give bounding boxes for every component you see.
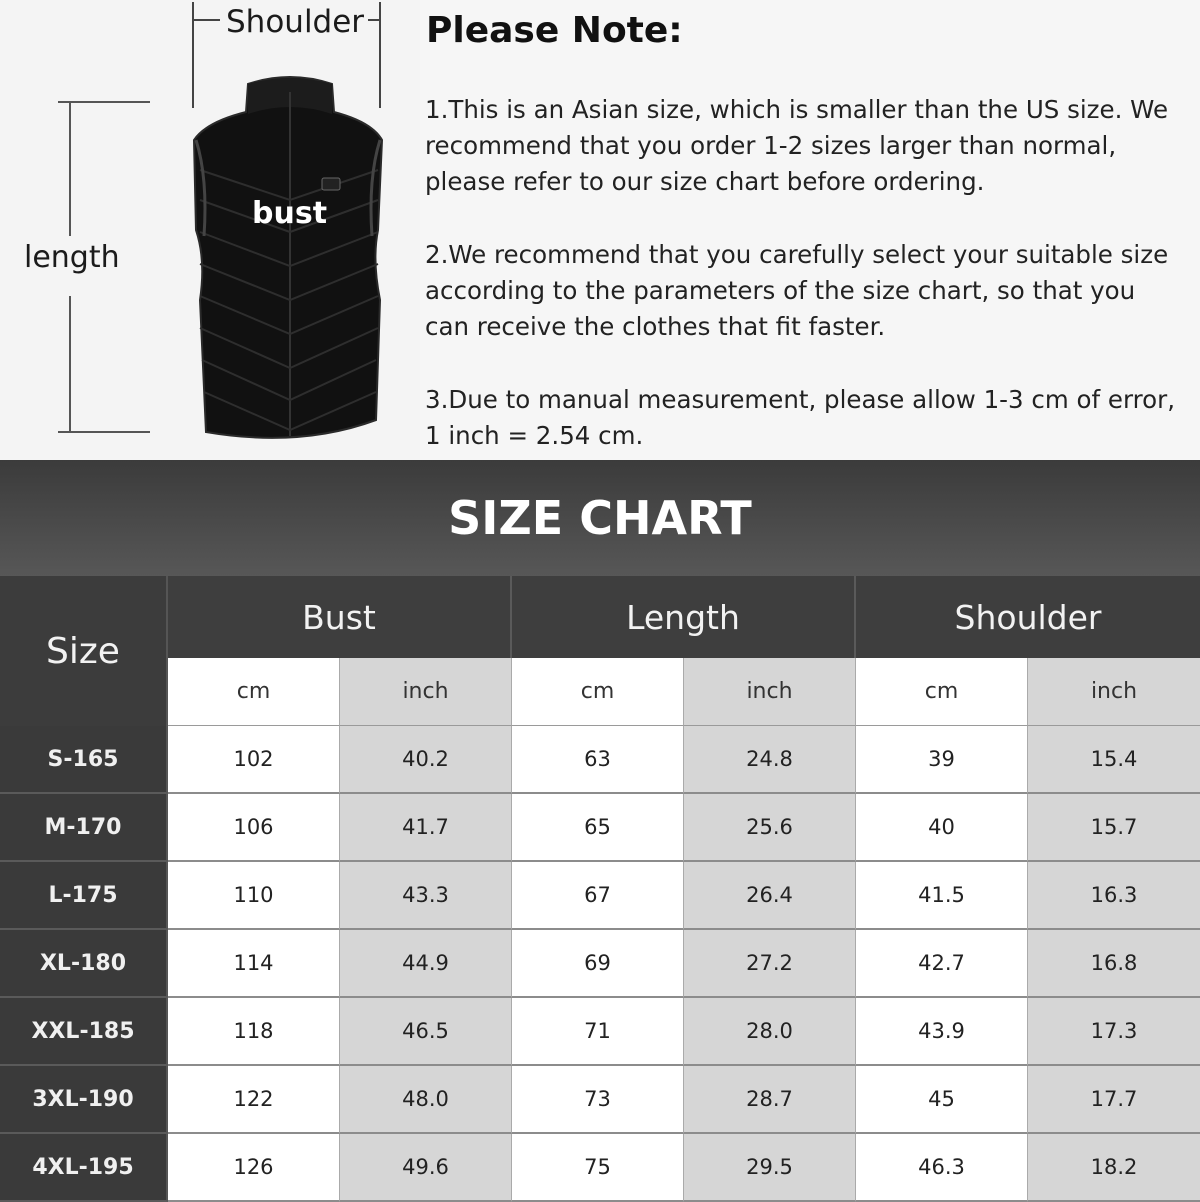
bust-label: bust: [252, 196, 328, 231]
table-cell: 63: [512, 726, 684, 794]
table-cell: 27.2: [684, 930, 856, 998]
table-cell: 29.5: [684, 1134, 856, 1202]
shoulder-label: Shoulder: [226, 4, 365, 40]
note-item: 3.Due to manual measurement, please allow 1-3 cm of error, 1 inch = 2.54 cm.: [425, 385, 1176, 450]
table-cell: 41.7: [340, 794, 512, 862]
table-cell: 17.3: [1028, 998, 1200, 1066]
size-row-label: 3XL-190: [0, 1066, 168, 1134]
table-cell: 26.4: [684, 862, 856, 930]
table-cell: 67: [512, 862, 684, 930]
size-row-label: L-175: [0, 862, 168, 930]
table-cell: 25.6: [684, 794, 856, 862]
table-cell: 48.0: [340, 1066, 512, 1134]
table-cell: 41.5: [856, 862, 1028, 930]
table-cell: 24.8: [684, 726, 856, 794]
note-item: 2.We recommend that you carefully select your suitable size according to the parameters of the size chart, so that you can receive the clothes that fit faster.: [425, 240, 1169, 341]
shoulder-group-header: Shoulder: [856, 576, 1200, 658]
vest-illustration: [0, 0, 420, 460]
length-group-header: Length: [512, 576, 856, 658]
table-cell: 15.7: [1028, 794, 1200, 862]
table-cell: 16.8: [1028, 930, 1200, 998]
table-cell: 40.2: [340, 726, 512, 794]
unit-header: inch: [684, 658, 856, 726]
size-column-header: Size: [0, 576, 168, 726]
table-cell: 75: [512, 1134, 684, 1202]
unit-header: inch: [1028, 658, 1200, 726]
table-cell: 71: [512, 998, 684, 1066]
table-cell: 102: [168, 726, 340, 794]
table-cell: 18.2: [1028, 1134, 1200, 1202]
table-cell: 44.9: [340, 930, 512, 998]
table-cell: 46.3: [856, 1134, 1028, 1202]
notes-panel: [420, 0, 1200, 460]
size-row-label: S-165: [0, 726, 168, 794]
table-cell: 45: [856, 1066, 1028, 1134]
table-cell: 110: [168, 862, 340, 930]
table-cell: 122: [168, 1066, 340, 1134]
table-cell: 106: [168, 794, 340, 862]
size-row-label: 4XL-195: [0, 1134, 168, 1202]
table-cell: 126: [168, 1134, 340, 1202]
size-chart-title: SIZE CHART: [0, 460, 1200, 576]
unit-header: cm: [168, 658, 340, 726]
table-cell: 49.6: [340, 1134, 512, 1202]
table-cell: 28.7: [684, 1066, 856, 1134]
table-cell: 17.7: [1028, 1066, 1200, 1134]
table-cell: 42.7: [856, 930, 1028, 998]
unit-header: cm: [856, 658, 1028, 726]
table-cell: 43.3: [340, 862, 512, 930]
unit-header: inch: [340, 658, 512, 726]
table-cell: 69: [512, 930, 684, 998]
table-cell: 65: [512, 794, 684, 862]
note-item: 1.This is an Asian size, which is smaller than the US size. We recommend that you order 1-2 sizes larger than normal, please refer to our size chart before ordering.: [425, 95, 1169, 196]
size-row-label: XXL-185: [0, 998, 168, 1066]
table-cell: 73: [512, 1066, 684, 1134]
garment-diagram: [0, 0, 420, 460]
unit-header: cm: [512, 658, 684, 726]
notes-title: Please Note:: [426, 10, 683, 51]
table-cell: 39: [856, 726, 1028, 794]
size-row-label: M-170: [0, 794, 168, 862]
length-label: length: [24, 240, 120, 275]
table-cell: 15.4: [1028, 726, 1200, 794]
table-cell: 40: [856, 794, 1028, 862]
table-cell: 28.0: [684, 998, 856, 1066]
table-cell: 114: [168, 930, 340, 998]
table-cell: 118: [168, 998, 340, 1066]
table-cell: 43.9: [856, 998, 1028, 1066]
table-cell: 46.5: [340, 998, 512, 1066]
bust-group-header: Bust: [168, 576, 512, 658]
size-row-label: XL-180: [0, 930, 168, 998]
table-cell: 16.3: [1028, 862, 1200, 930]
